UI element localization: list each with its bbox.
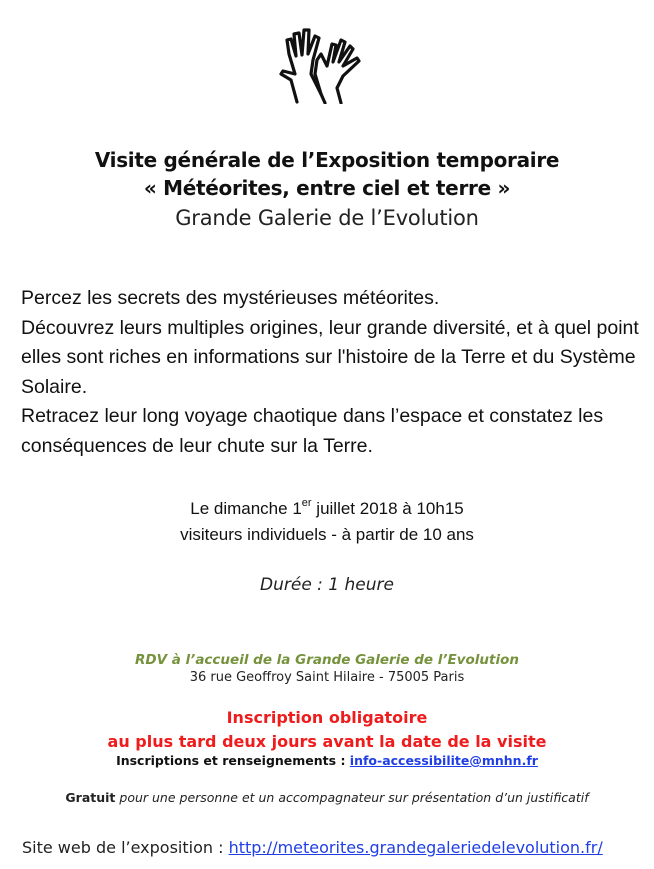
contact-line xyxy=(0,753,654,768)
subtitle-venue: Grande Galerie de l’Evolution xyxy=(175,206,479,230)
pricing-conditions: pour une personne et un accompagnateur sur présentation d’un justificatif xyxy=(115,790,589,805)
address: 36 rue Geoffroy Saint Hilaire - 75005 Paris xyxy=(189,670,465,685)
two-raised-hands-icon xyxy=(277,24,372,104)
date-ordinal: er xyxy=(301,497,312,509)
registration-deadline: au plus tard deux jours avant la date de la visite xyxy=(107,732,547,751)
registration-required: Inscription obligatoire xyxy=(226,708,428,727)
event-date xyxy=(0,499,654,519)
title-line-2: « Météorites, entre ciel et terre » xyxy=(143,176,511,200)
contact-label: Inscriptions et renseignements : xyxy=(116,753,350,768)
pricing-free: Gratuit xyxy=(65,790,116,805)
date-prefix: Le dimanche 1 xyxy=(190,499,302,518)
date-suffix: juillet 2018 à 10h15 xyxy=(311,499,464,518)
website-line xyxy=(22,838,603,857)
event-audience: visiteurs individuels - à partir de 10 ans xyxy=(180,525,474,544)
title-line-1: Visite générale de l’Exposition temporaire xyxy=(94,148,560,172)
contact-email-link[interactable]: info-accessibilite@mnhn.fr xyxy=(349,753,538,768)
website-link[interactable]: http://meteorites.grandegaleriedelevolution.fr/ xyxy=(228,838,603,857)
website-label: Site web de l’exposition : xyxy=(22,838,229,857)
meeting-point: RDV à l’accueil de la Grande Galerie de l’Evolution xyxy=(135,652,519,668)
event-duration: Durée : 1 heure xyxy=(260,575,394,595)
pricing-line xyxy=(0,790,654,805)
intro-paragraph: Découvrez leurs multiples origines, leur grande diversité, et à quel point elles sont riches en informations sur l'histoire de la Terre et du Système Solaire. xyxy=(21,316,639,398)
intro-paragraph: Retracez leur long voyage chaotique dans l’espace et constatez les conséquences de leur chute sur la Terre. xyxy=(21,405,604,457)
intro-text xyxy=(21,284,641,461)
intro-paragraph: Percez les secrets des mystérieuses météorites. xyxy=(21,287,440,309)
